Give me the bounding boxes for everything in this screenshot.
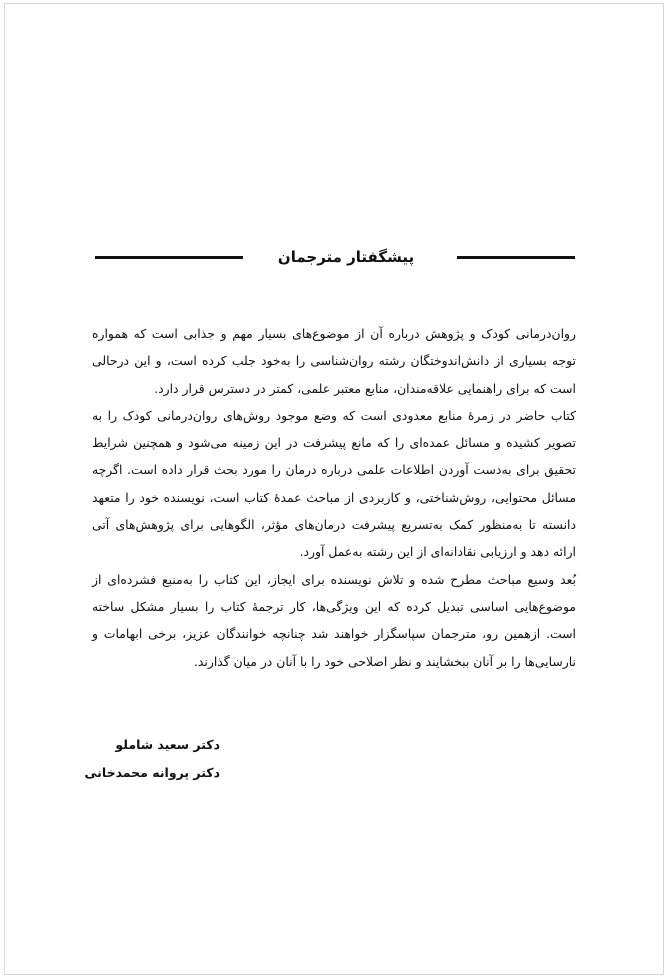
body-text <box>92 320 576 675</box>
signatures <box>80 731 220 787</box>
paragraph-1: روان‌درمانی کودک و پژوهش درباره آن از موضوع‌های بسیار مهم و جذابی است که همواره توجه بسیاری از دانش‌اندوختگان رشته روان‌شناسی را به‌خود جلب کرده است، و این درحالی است که برای راهنمایی علاقه‌مندان، منابع معتبر علمی، کمتر در دسترس قرار دارد. <box>92 326 576 396</box>
heading-row <box>95 242 575 272</box>
page-title: پیشگفتار مترجمان <box>277 248 415 266</box>
heading-rule-right <box>457 256 575 259</box>
paragraph-2: کتاب حاضر در زمرهٔ منابع معدودی است که وضع موجود روش‌های روان‌درمانی کودک را به تصویر کشیده و مسائل عمده‌ای را که مانع پیشرفت در این زمینه می‌شود و همچنین شرایط تحقیق برای به‌دست آوردن اطلاعات علمی درباره درمان را مورد بحث قرار داده است. اگرچه مسائل محتوایی، روش‌شناختی، و کاربردی از مباحث عمدهٔ کتاب است، نویسنده خود را متعهد دانسته تا به‌منظور کمک به‌تسریع پیشرفت درمان‌های مؤثر، الگوهایی برای پژوهش‌های آتی ارائه دهد و ارزیابی نقادانه‌ای از این رشته به‌عمل آورد. <box>92 407 576 560</box>
signature-translator-1: دکتر سعید شاملو <box>115 737 220 752</box>
signature-translator-2: دکتر پروانه محمدخانی <box>84 765 220 780</box>
heading-rule-left <box>95 256 243 259</box>
paragraph-3: بُعد وسیع مباحث مطرح شده و تلاش نویسنده برای ایجاز، این کتاب را به‌منبع فشرده‌ای از موضوع‌هایی اساسی تبدیل کرده که این ویژگی‌ها، کار ترجمهٔ کتاب را بسیار مشکل ساخته است. ازهمین رو، مترجمان سپاسگزار خواهند شد چنانچه خوانندگان عزیز، برخی ابهامات و نارسایی‌ها را بر آنان ببخشایند و نظر اصلاحی خود را با آنان در میان گذارند. <box>92 571 576 669</box>
